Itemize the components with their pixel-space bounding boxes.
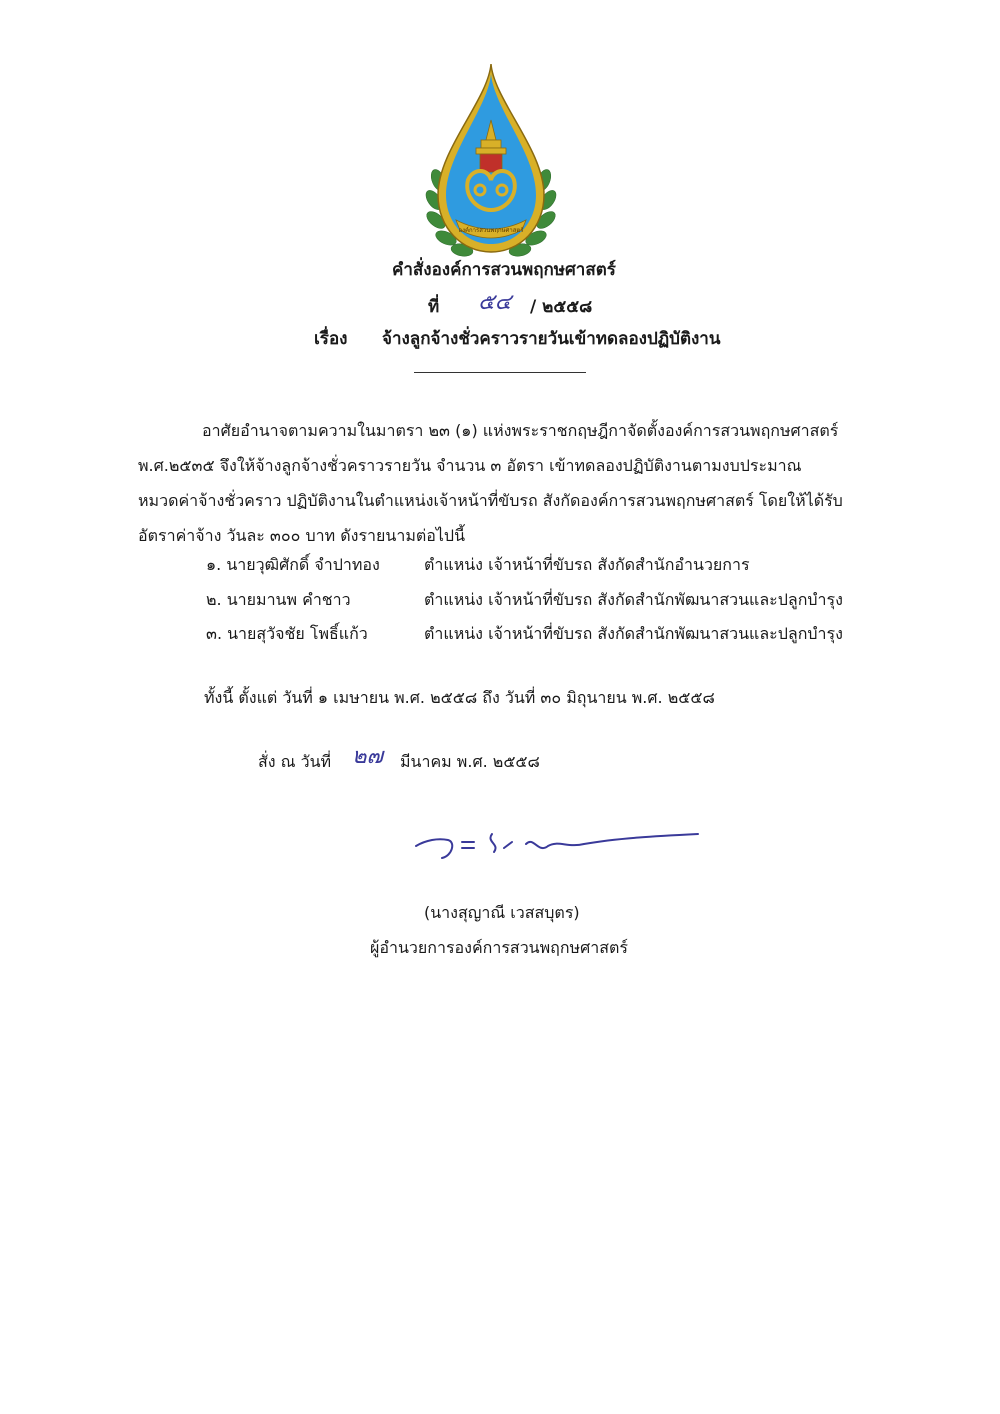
order-number-label: ที่ — [428, 297, 440, 317]
organization-logo — [418, 60, 564, 266]
body-line: พ.ศ.๒๕๓๕ จึงให้จ้างลูกจ้างชั่วคราวรายวัน จำนวน ๓ อัตรา เข้าทดลองปฏิบัติงานตามงบประมาณ — [138, 456, 802, 475]
employee-row — [206, 588, 843, 613]
signatory-name: (นางสุญาณี เวสสบุตร) — [424, 903, 580, 922]
subject-text: จ้างลูกจ้างชั่วคราวรายวันเข้าทดลองปฏิบัติงาน — [382, 329, 721, 349]
employee-position: ตำแหน่ง เจ้าหน้าที่ขับรถ สังกัดสำนักอำนวยการ — [424, 555, 750, 574]
employee-name: ๑. นายวุฒิศักดิ์ จำปาทอง — [206, 555, 380, 574]
body-line: อาศัยอำนาจตามความในมาตรา ๒๓ (๑) แห่งพระราชกฤษฎีกาจัดตั้งองค์การสวนพฤกษศาสตร์ — [202, 421, 839, 440]
order-number-year: / ๒๕๕๘ — [530, 297, 593, 317]
order-date-day-handwritten: ๒๗ — [352, 744, 384, 769]
employee-name: ๓. นายสุวัจชัย โพธิ์แก้ว — [206, 624, 368, 643]
logo-text: องค์การสวนพฤกษศาสตร์ — [458, 227, 524, 234]
body-paragraph — [138, 413, 858, 553]
order-date-prefix: สั่ง ณ วันที่ — [258, 752, 332, 771]
body-line: หมวดค่าจ้างชั่วคราว ปฏิบัติงานในตำแหน่งเจ้าหน้าที่ขับรถ สังกัดองค์การสวนพฤกษศาสตร์ โดยให้ได้รับ — [138, 491, 843, 510]
employee-position: ตำแหน่ง เจ้าหน้าที่ขับรถ สังกัดสำนักพัฒนาสวนและปลูกบำรุง — [424, 624, 843, 643]
effective-period: ทั้งนี้ ตั้งแต่ วันที่ ๑ เมษายน พ.ศ. ๒๕๕๘ ถึง วันที่ ๓๐ มิถุนายน พ.ศ. ๒๕๕๘ — [204, 688, 715, 707]
signatory-title: ผู้อำนวยการองค์การสวนพฤกษศาสตร์ — [370, 938, 628, 957]
order-date-suffix: มีนาคม พ.ศ. ๒๕๕๘ — [400, 752, 540, 771]
subject-label: เรื่อง — [314, 329, 348, 349]
order-number-handwritten: ๕๔ — [478, 290, 512, 315]
employee-name: ๒. นายมานพ คำชาว — [206, 590, 351, 609]
signature — [408, 818, 708, 868]
order-title: คำสั่งองค์การสวนพฤกษศาสตร์ — [392, 260, 616, 280]
employee-position: ตำแหน่ง เจ้าหน้าที่ขับรถ สังกัดสำนักพัฒนาสวนและปลูกบำรุง — [424, 590, 843, 609]
employee-row — [206, 553, 750, 578]
body-line: อัตราค่าจ้าง วันละ ๓๐๐ บาท ดังรายนามต่อไปนี้ — [138, 526, 466, 545]
title-divider — [414, 372, 586, 373]
employee-row — [206, 622, 843, 647]
